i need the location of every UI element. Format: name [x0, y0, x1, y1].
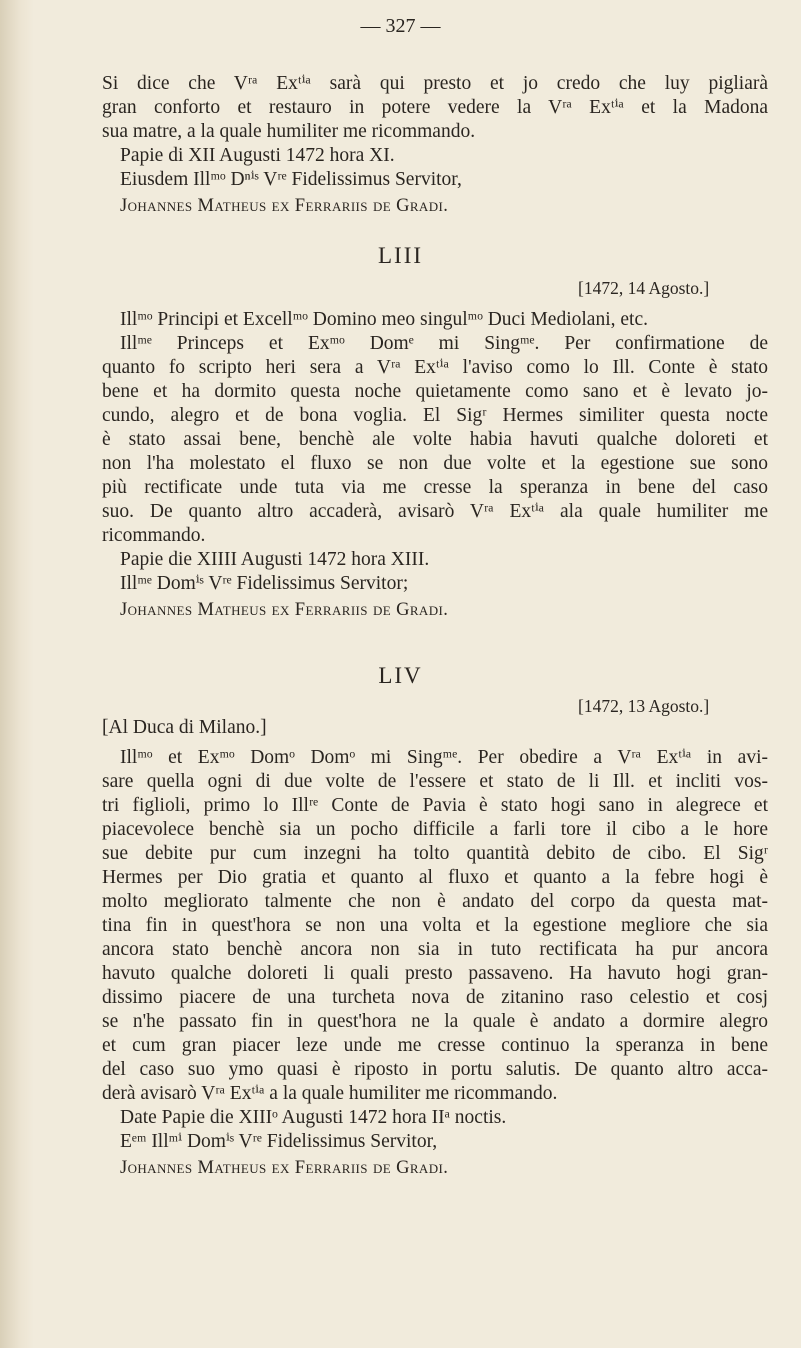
addressee: [Al Duca di Milano.]	[102, 717, 267, 738]
text-line: è stato assai bene, benchè ale volte habia havuti qualche doloreti et	[102, 429, 768, 450]
text-line: quanto fo scripto heri sera a Vʳᵃ Exᵗⁱᵃ l'aviso como lo Ill. Conte è stato	[102, 357, 768, 378]
text-line: gran conforto et restauro in potere vedere la Vʳᵃ Exᵗⁱᵃ et la Madona	[102, 97, 768, 118]
signature: Johannes Matheus ex Ferrariis de Gradi.	[120, 1158, 449, 1178]
text-line: sue debite pur cum inzegni ha tolto quantità debito de cibo. El Sigʳ	[102, 843, 768, 864]
text-line: non l'ha molestato el fluxo se non due volte et la egestione sue sono	[102, 453, 768, 474]
text-line: Si dice che Vʳᵃ Exᵗⁱᵃ sarà qui presto et jo credo che luy pigliarà	[102, 73, 768, 94]
letter-number: LIII	[377, 243, 424, 268]
text-line: Illᵐᵉ Princeps et Exᵐᵒ Domᵉ mi Singᵐᵉ. Per confirmatione de	[120, 333, 768, 354]
text-line: piacevolece benchè sia un pocho difficile a farli tore il cibo a le hore	[102, 819, 768, 840]
text-line: bene et ha dormito questa noche quietamente como sano et è levato jo-	[102, 381, 768, 402]
letter-date: [1472, 13 Agosto.]	[578, 696, 710, 716]
letter-number: LIV	[378, 663, 423, 688]
page-number: — 327 —	[360, 15, 441, 37]
closing: Eᵉᵐ Illᵐⁱ Domⁱˢ Vʳᵉ Fidelissimus Servitor,	[120, 1131, 438, 1152]
dateline: Papie di XII Augusti 1472 hora XI.	[120, 145, 395, 166]
letter-date: [1472, 14 Agosto.]	[578, 278, 710, 298]
text-line: et cum gran piacer leze unde me cresse continuo la speranza in bene	[102, 1035, 768, 1056]
text-line: dissimo piacere de una turcheta nova de zitanino raso celestio et cosj	[102, 987, 768, 1008]
text-line: cundo, alegro et de bona voglia. El Sigʳ Hermes similiter questa nocte	[102, 405, 768, 426]
text-line: derà avisarò Vʳᵃ Exᵗⁱᵃ a la quale humiliter me ricommando.	[102, 1083, 558, 1104]
text-line: ricommando.	[102, 525, 206, 546]
dateline: Date Papie die XIIIᵒ Augusti 1472 hora IIᵃ noctis.	[120, 1107, 507, 1128]
signature: Johannes Matheus ex Ferrariis de Gradi.	[120, 600, 449, 620]
closing: Illᵐᵉ Domⁱˢ Vʳᵉ Fidelissimus Servitor;	[120, 573, 409, 594]
text-line: suo. De quanto altro accaderà, avisarò Vʳᵃ Exᵗⁱᵃ ala quale humiliter me	[102, 501, 768, 522]
text-line: Illᵐᵒ et Exᵐᵒ Domᵒ Domᵒ mi Singᵐᵉ. Per obedire a Vʳᵃ Exᵗⁱᵃ in avi-	[120, 747, 768, 768]
text-line: ancora stato benchè ancora non sia in tuto rectificata ha pur ancora	[102, 939, 768, 960]
text-line: havuto qualche doloreti li quali presto passaveno. Ha havuto hogi gran-	[102, 963, 768, 984]
text-line: del caso suo ymo quasi è riposto in portu salutis. De quanto altro acca-	[102, 1059, 768, 1080]
dateline: Papie die XIIII Augusti 1472 hora XIII.	[120, 549, 430, 570]
text-line: sua matre, a la quale humiliter me ricommando.	[102, 121, 476, 142]
text-line: tina fin in quest'hora se non una volta et la egestione megliore che sia	[102, 915, 768, 936]
text-line: sare quella ogni di due volte de l'essere et stato de li Ill. et incliti vos-	[102, 771, 768, 792]
text-line: tri figlioli, primo lo Illʳᵉ Conte de Pavia è stato hogi sano in alegrece et	[102, 795, 768, 816]
signature: Johannes Matheus ex Ferrariis de Gradi.	[120, 196, 449, 216]
text-line: più rectificate unde tuta via me cresse la speranza in bene del caso	[102, 477, 768, 498]
text-line: Hermes per Dio gratia et quanto al fluxo et quanto a la febre hogi è	[102, 867, 768, 888]
salutation: Illᵐᵒ Principi et Excellᵐᵒ Domino meo singulᵐᵒ Duci Mediolani, etc.	[120, 309, 648, 330]
text-line: se n'he passato fin in quest'hora ne la quale è andato a dormire alegro	[102, 1011, 768, 1032]
closing: Eiusdem Illᵐᵒ Dⁿⁱˢ Vʳᵉ Fidelissimus Servitor,	[120, 169, 462, 190]
text-line: molto megliorato talmente che non è andato del corpo da questa mat-	[102, 891, 768, 912]
